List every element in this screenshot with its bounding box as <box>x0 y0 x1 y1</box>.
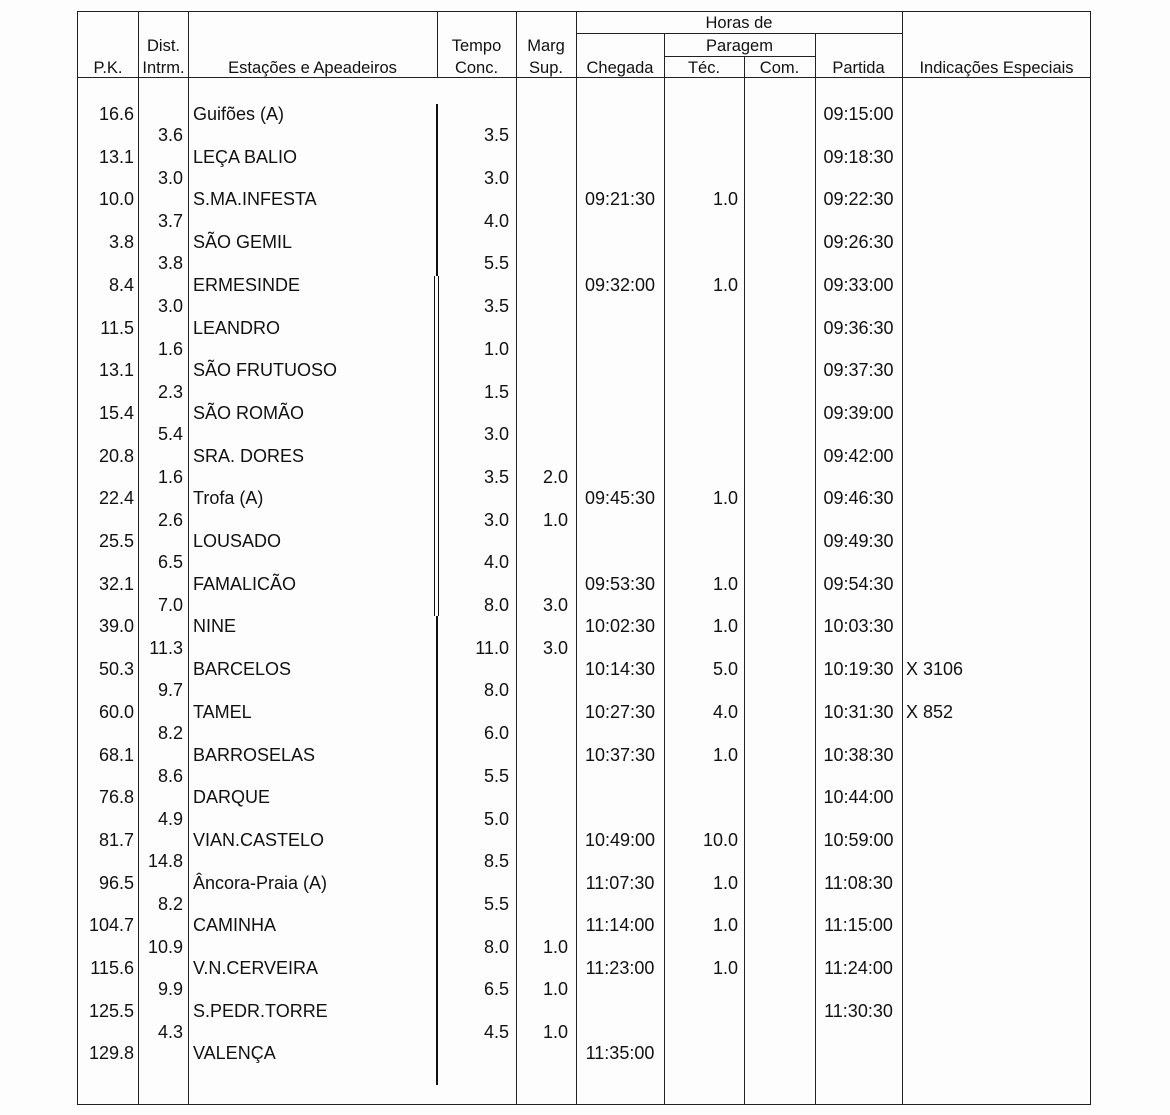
segment-tempo: 8.0 <box>483 680 509 701</box>
segment-dist: 3.0 <box>157 168 183 189</box>
station-name: SÃO ROMÃO <box>193 402 305 423</box>
station-pk: 13.1 <box>98 360 134 381</box>
station-tec: 1.0 <box>712 958 738 978</box>
station-indicacao: X 3106 <box>906 659 964 680</box>
station-partida: 11:15:00 <box>824 915 893 936</box>
station-partida: 09:42:00 <box>823 445 894 466</box>
station-pk: 13.1 <box>98 146 134 167</box>
station-chegada: 11:07:30 <box>585 872 655 893</box>
segment-dist: 11.3 <box>149 637 183 658</box>
segment-dist: 7.0 <box>157 595 183 616</box>
segment-tempo: 8.5 <box>483 851 509 872</box>
station-name: CAMINHA <box>193 915 277 936</box>
station-chegada: 11:35:00 <box>585 1043 655 1064</box>
header-marg-line2: Sup. <box>529 59 563 77</box>
col-divider <box>744 57 745 1105</box>
station-partida: 09:36:30 <box>823 317 894 338</box>
station-partida: 09:54:30 <box>823 573 894 594</box>
segment-tempo: 6.0 <box>483 723 509 744</box>
station-partida: 10:59:00 <box>823 829 894 850</box>
single-track-bar <box>436 616 438 1085</box>
station-tec: 1.0 <box>712 274 738 295</box>
segment-dist: 2.6 <box>157 509 183 530</box>
station-name: BARROSELAS <box>193 744 316 765</box>
header-dist-line2: Intrm. <box>142 59 185 77</box>
station-pk: 81.7 <box>98 829 134 850</box>
station-partida: 10:38:30 <box>823 744 894 765</box>
segment-tempo: 1.0 <box>483 338 509 359</box>
station-pk: 11.5 <box>100 317 134 338</box>
station-name: FAMALICÃO <box>193 573 297 594</box>
station-chegada: 11:14:00 <box>585 915 655 936</box>
station-name: BARCELOS <box>193 659 292 680</box>
segment-dist: 1.6 <box>157 338 183 359</box>
segment-dist: 9.7 <box>157 680 183 701</box>
segment-dist: 4.3 <box>157 1022 183 1043</box>
station-name: SÃO FRUTUOSO <box>193 360 338 381</box>
station-chegada: 09:45:30 <box>584 488 656 509</box>
station-tec: 1.0 <box>712 872 738 893</box>
col-divider <box>902 11 903 1105</box>
station-tec: 1.0 <box>712 744 738 765</box>
segment-marg: 1.0 <box>542 1022 568 1043</box>
station-pk: 60.0 <box>98 701 134 722</box>
station-name: ERMESINDE <box>193 274 301 295</box>
segment-tempo: 3.5 <box>483 466 509 487</box>
station-chegada: 10:37:30 <box>584 744 656 765</box>
station-partida: 09:15:00 <box>823 104 894 124</box>
segment-dist: 8.6 <box>157 765 183 786</box>
station-pk: 96.5 <box>98 872 134 893</box>
station-name: S.PEDR.TORRE <box>193 1000 328 1021</box>
header-paragem: Paragem <box>706 37 773 55</box>
station-name: Trofa (A) <box>193 488 264 509</box>
station-pk: 39.0 <box>98 616 134 637</box>
station-pk: 10.0 <box>98 189 134 210</box>
segment-tempo: 8.0 <box>483 936 509 957</box>
station-partida: 09:46:30 <box>823 488 894 509</box>
segment-tempo: 5.5 <box>483 765 509 786</box>
station-pk: 115.6 <box>90 958 134 978</box>
segment-dist: 5.4 <box>157 424 183 445</box>
station-name: VIAN.CASTELO <box>193 829 325 850</box>
segment-dist: 9.9 <box>157 979 183 1000</box>
segment-dist: 3.6 <box>157 125 183 146</box>
station-chegada: 10:27:30 <box>584 701 656 722</box>
station-pk: 20.8 <box>98 445 134 466</box>
segment-dist: 6.5 <box>157 552 183 573</box>
station-pk: 68.1 <box>98 744 134 765</box>
station-pk: 32.1 <box>98 573 134 594</box>
segment-marg: 2.0 <box>542 466 568 487</box>
station-partida: 11:30:30 <box>824 1000 893 1021</box>
table-frame <box>77 11 1091 1105</box>
station-partida: 09:18:30 <box>823 146 894 167</box>
segment-tempo: 3.0 <box>483 424 509 445</box>
station-pk: 76.8 <box>98 787 134 808</box>
single-track-bar <box>436 104 438 276</box>
header-partida: Partida <box>832 59 885 77</box>
segment-tempo: 11.0 <box>475 637 509 658</box>
station-tec: 1.0 <box>712 616 738 637</box>
station-name: Âncora-Praia (A) <box>193 872 328 893</box>
station-chegada: 09:32:00 <box>584 274 656 295</box>
col-divider <box>576 11 577 1105</box>
segment-tempo: 3.5 <box>483 125 509 146</box>
station-chegada: 11:23:00 <box>585 958 655 978</box>
station-chegada: 09:21:30 <box>584 189 656 210</box>
segment-dist: 2.3 <box>157 381 183 402</box>
segment-tempo: 3.0 <box>483 509 509 530</box>
station-tec: 1.0 <box>712 573 738 594</box>
segment-dist: 1.6 <box>157 466 183 487</box>
station-name: TAMEL <box>193 701 252 722</box>
header-stations: Estações e Apeadeiros <box>228 59 397 77</box>
header-tec: Téc. <box>687 59 721 77</box>
station-chegada: 10:49:00 <box>584 829 656 850</box>
header-indicacoes: Indicações Especiais <box>919 59 1074 77</box>
station-partida: 09:26:30 <box>823 232 894 253</box>
segment-marg: 1.0 <box>542 509 568 530</box>
station-partida: 09:39:00 <box>823 402 894 423</box>
station-partida: 10:03:30 <box>823 616 894 637</box>
station-pk: 50.3 <box>98 659 134 680</box>
segment-marg: 1.0 <box>542 979 568 1000</box>
segment-dist: 8.2 <box>157 893 183 914</box>
station-partida: 09:22:30 <box>823 189 894 210</box>
station-pk: 8.4 <box>108 274 134 295</box>
station-partida: 10:44:00 <box>823 787 894 808</box>
col-divider <box>188 11 189 1105</box>
station-chegada: 10:02:30 <box>584 616 656 637</box>
station-partida: 10:19:30 <box>823 659 894 680</box>
station-name: S.MA.INFESTA <box>193 189 317 210</box>
station-partida: 10:31:30 <box>823 701 894 722</box>
station-tec: 1.0 <box>712 915 738 936</box>
segment-tempo: 5.5 <box>483 893 509 914</box>
station-pk: 3.8 <box>108 232 134 253</box>
station-tec: 1.0 <box>712 189 738 210</box>
double-track-bar <box>434 276 439 616</box>
header-com: Com. <box>759 59 800 77</box>
station-pk: 104.7 <box>88 915 134 936</box>
segment-dist: 3.0 <box>157 296 183 317</box>
station-name: DARQUE <box>193 787 271 808</box>
header-marg-line1: Marg <box>527 37 565 55</box>
header-tempo-line2: Conc. <box>454 59 499 77</box>
station-pk: 125.5 <box>88 1000 134 1021</box>
station-name: Guifões (A) <box>193 104 285 124</box>
station-pk: 25.5 <box>98 531 134 551</box>
segment-tempo: 8.0 <box>483 595 509 616</box>
station-pk: 22.4 <box>98 488 134 509</box>
header-dist-line1: Dist. <box>147 37 180 55</box>
segment-marg: 3.0 <box>542 595 568 616</box>
station-pk: 15.4 <box>98 402 134 423</box>
segment-tempo: 1.5 <box>483 381 509 402</box>
header-horas-de: Horas de <box>705 14 773 32</box>
segment-tempo: 6.5 <box>483 979 509 1000</box>
station-name: SÃO GEMIL <box>193 232 293 253</box>
segment-dist: 3.8 <box>157 253 183 274</box>
station-tec: 5.0 <box>712 659 738 680</box>
segment-dist: 3.7 <box>157 210 183 231</box>
station-chegada: 09:53:30 <box>584 573 656 594</box>
segment-dist: 8.2 <box>157 723 183 744</box>
segment-marg: 1.0 <box>542 936 568 957</box>
segment-tempo: 5.0 <box>483 808 509 829</box>
station-indicacao: X 852 <box>906 701 954 722</box>
segment-dist: 4.9 <box>157 808 183 829</box>
station-name: SRA. DORES <box>193 445 305 466</box>
station-name: LEÇA BALIO <box>193 146 298 167</box>
station-name: NINE <box>193 616 237 637</box>
segment-tempo: 4.5 <box>483 1022 509 1043</box>
segment-tempo: 5.5 <box>483 253 509 274</box>
header-rule <box>576 33 902 34</box>
segment-tempo: 4.0 <box>483 552 509 573</box>
header-pk: P.K. <box>93 59 123 77</box>
station-partida: 11:08:30 <box>824 872 893 893</box>
header-rule <box>664 56 815 57</box>
station-partida: 09:49:30 <box>823 531 894 551</box>
station-name: VALENÇA <box>193 1043 276 1064</box>
station-pk: 16.6 <box>98 104 134 124</box>
station-tec: 10.0 <box>702 829 738 850</box>
segment-dist: 14.8 <box>147 851 183 872</box>
segment-tempo: 3.0 <box>483 168 509 189</box>
station-tec: 1.0 <box>712 488 738 509</box>
station-partida: 11:24:00 <box>824 958 893 978</box>
segment-tempo: 3.5 <box>483 296 509 317</box>
station-chegada: 10:14:30 <box>584 659 656 680</box>
station-name: LEANDRO <box>193 317 281 338</box>
station-partida: 09:37:30 <box>823 360 894 381</box>
header-chegada: Chegada <box>586 59 654 77</box>
station-pk: 129.8 <box>88 1043 134 1064</box>
segment-dist: 10.9 <box>147 936 183 957</box>
station-name: V.N.CERVEIRA <box>193 958 319 978</box>
station-tec: 4.0 <box>712 701 738 722</box>
station-partida: 09:33:00 <box>823 274 894 295</box>
segment-tempo: 4.0 <box>483 210 509 231</box>
header-tempo-line1: Tempo <box>451 37 502 55</box>
station-name: LOUSADO <box>193 531 282 551</box>
segment-marg: 3.0 <box>542 637 568 658</box>
